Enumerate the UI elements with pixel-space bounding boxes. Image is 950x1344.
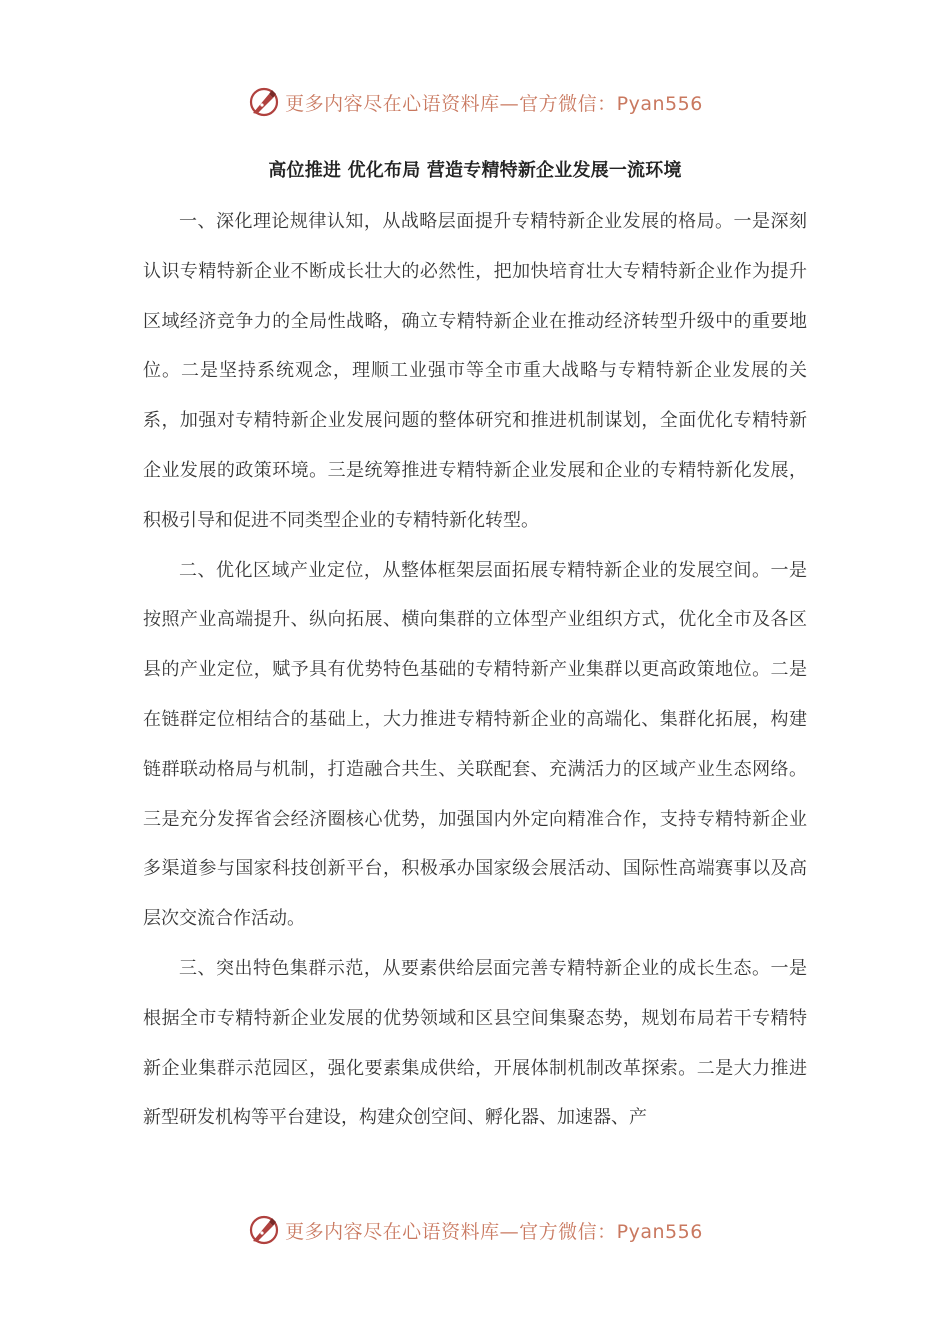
wechat-id: Pyan556	[616, 92, 703, 115]
paragraph-2: 二、优化区域产业定位，从整体框架层面拓展专精特新企业的发展空间。一是按照产业高端提升、纵向拓展、横向集群的立体型产业组织方式，优化全市及各区县的产业定位，赋予具有优势特色基础的专精特新产业集群以更高政策地位。二是在链群定位相结合的基础上，大力推进专精特新企业的高端化、集群化拓展，构建链群联动格局与机制，打造融合共生、关联配套、充满活力的区域产业生态网络。三是充分发挥省会经济圈核心优势，加强国内外定向精准合作，支持专精特新企业多渠道参与国家科技创新平台，积极承办国家级会展活动、国际性高端赛事以及高层次交流合作活动。	[143, 559, 807, 930]
banner-text: 更多内容尽在心语资料库—官方微信：Pyan556	[285, 1220, 703, 1243]
paragraph-3: 三、突出特色集群示范，从要素供给层面完善专精特新企业的成长生态。一是根据全市专精特新企业发展的优势领域和区县空间集聚态势，规划布局若干专精特新企业集群示范园区，强化要素集成供给，开展体制机制改革探索。二是大力推进新型研发机构等平台建设，构建众创空间、孵化器、加速器、产	[143, 957, 807, 1129]
header-banner	[0, 80, 950, 124]
pen-nib-logo-icon	[247, 1213, 281, 1247]
pen-nib-logo-icon	[247, 85, 281, 119]
wechat-id: Pyan556	[616, 1220, 703, 1243]
paragraph-1: 一、深化理论规律认知，从战略层面提升专精特新企业发展的格局。一是深刻认识专精特新企业不断成长壮大的必然性，把加快培育壮大专精特新企业作为提升区域经济竞争力的全局性战略，确立专精特新企业在推动经济转型升级中的重要地位。二是坚持系统观念，理顺工业强市等全市重大战略与专精特新企业发展的关系，加强对专精特新企业发展问题的整体研究和推进机制谋划，全面优化专精特新企业发展的政策环境。三是统筹推进专精特新企业发展和企业的专精特新化发展，积极引导和促进不同类型企业的专精特新化转型。	[143, 211, 807, 531]
footer-banner	[0, 1208, 950, 1252]
document-body	[143, 197, 807, 1143]
banner-text: 更多内容尽在心语资料库—官方微信：Pyan556	[285, 92, 703, 115]
document-title: 高位推进 优化布局 营造专精特新企业发展一流环境	[268, 160, 682, 181]
